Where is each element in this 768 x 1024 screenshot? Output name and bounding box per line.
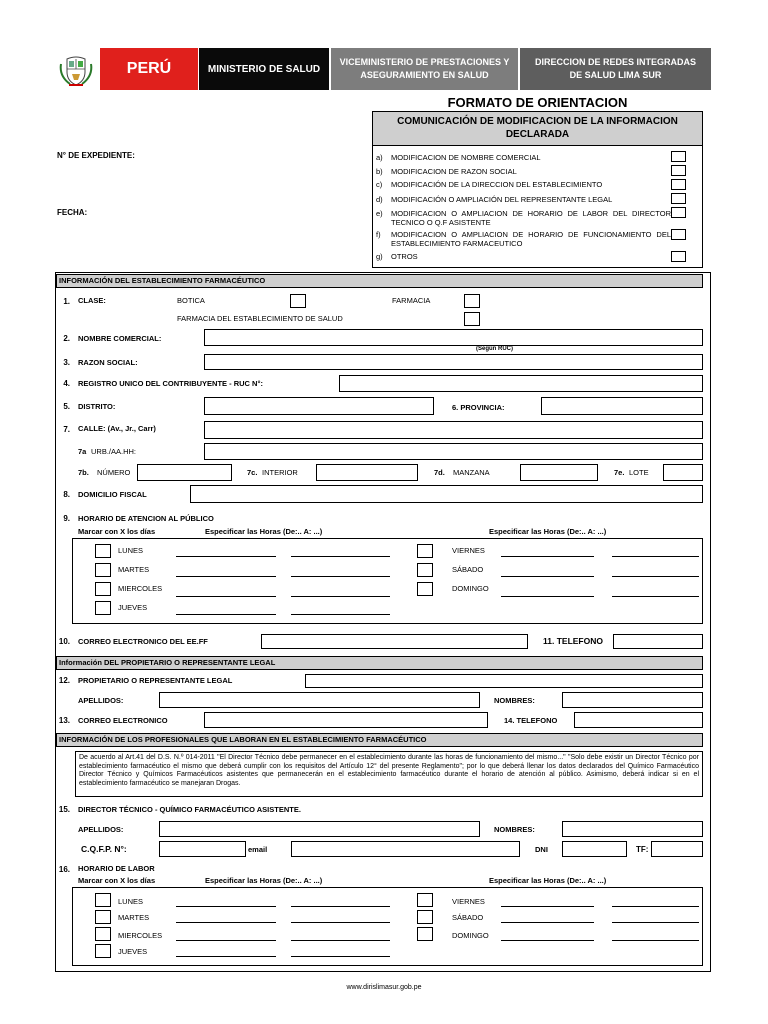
option-d-checkbox[interactable] (671, 193, 686, 204)
option-b-checkbox[interactable] (671, 165, 686, 176)
hour-line[interactable] (291, 922, 390, 923)
option-g (376, 252, 671, 261)
propietario-label: PROPIETARIO O REPRESENTANTE LEGAL (78, 676, 233, 685)
email-input[interactable] (291, 841, 520, 857)
telefono-input[interactable] (574, 712, 703, 728)
lote-input[interactable] (663, 464, 703, 481)
section-professionals-title: INFORMACIÓN DE LOS PROFESIONALES QUE LABORAN EN EL ESTABLECIMIENTO FARMACÉUTICO (56, 733, 703, 747)
schedule-box (72, 887, 703, 966)
interior-label: INTERIOR (262, 468, 298, 477)
option-letter: d) (376, 195, 383, 204)
marcar-dias-label: Marcar con X los días (78, 527, 156, 536)
day-label: MIERCOLES (118, 931, 163, 940)
item-number: 13. (58, 716, 70, 725)
email-label: email (248, 845, 268, 854)
domicilio-fiscal-input[interactable] (190, 485, 703, 503)
dni-label: DNI (535, 845, 548, 854)
day-label: VIERNES (452, 546, 485, 555)
correo-eeff-input[interactable] (261, 634, 528, 649)
hour-line[interactable] (291, 556, 390, 557)
segun-ruc-note: (Según RUC) (476, 346, 513, 352)
fecha-label: FECHA: (57, 208, 88, 217)
tf-label: TF: (636, 845, 649, 854)
option-e (376, 209, 671, 227)
item-number: 3. (63, 358, 70, 367)
numero-label: NÚMERO (97, 468, 131, 477)
hour-line[interactable] (501, 576, 594, 577)
provincia-label: 6. PROVINCIA: (452, 403, 505, 412)
martes-checkbox[interactable] (95, 910, 111, 924)
interior-input[interactable] (316, 464, 418, 481)
hour-line[interactable] (501, 940, 594, 941)
day-label: VIERNES (452, 897, 485, 906)
day-label: JUEVES (118, 603, 148, 612)
lunes-checkbox[interactable] (95, 544, 111, 558)
numero-number: 7b. (78, 468, 89, 477)
hour-line[interactable] (291, 614, 390, 615)
telefono-label: 14. TELEFONO (504, 716, 558, 725)
hour-line[interactable] (612, 940, 699, 941)
option-letter: f) (376, 230, 381, 239)
telefono-input[interactable] (613, 634, 703, 649)
section-owner-title: Información DEL PROPIETARIO O REPRESENTANTE LEGAL (56, 656, 703, 670)
especificar-horas-label: Especificar las Horas (De:.. A: ...) (205, 527, 323, 536)
botica-checkbox[interactable] (290, 294, 306, 308)
interior-number: 7c. (247, 468, 258, 477)
footer-url[interactable]: www.dirislimasur.gob.pe (346, 984, 422, 991)
item-number: 7. (63, 425, 70, 434)
item-number: 5. (63, 402, 70, 411)
calle-label: CALLE: (Av., Jr., Carr) (78, 424, 156, 433)
hour-line[interactable] (176, 956, 276, 957)
form-title: FORMATO DE ORIENTACION (447, 95, 628, 110)
hour-line[interactable] (176, 596, 276, 597)
lunes-checkbox[interactable] (95, 893, 111, 907)
option-g-checkbox[interactable] (671, 251, 686, 262)
option-a-checkbox[interactable] (671, 151, 686, 162)
manzana-input[interactable] (520, 464, 598, 481)
header-viceministry: VICEMINISTERIO DE PRESTACIONES Y ASEGURAMIENTO EN SALUD (331, 48, 518, 90)
communication-title: COMUNICACIÓN DE MODIFICACION DE LA INFORMACION DECLARADA (373, 112, 702, 146)
day-label: MIERCOLES (118, 584, 163, 593)
razon-social-label: RAZON SOCIAL: (78, 358, 138, 367)
hour-line[interactable] (176, 940, 276, 941)
horario-labor-label: HORARIO DE LABOR (78, 864, 155, 873)
viernes-checkbox[interactable] (417, 893, 433, 907)
sabado-checkbox[interactable] (417, 563, 433, 577)
header-direction: DIRECCION DE REDES INTEGRADAS DE SALUD LIMA SUR (520, 48, 711, 90)
tf-input[interactable] (651, 841, 703, 857)
manzana-number: 7d. (434, 468, 445, 477)
option-letter: e) (376, 209, 383, 218)
hour-line[interactable] (176, 576, 276, 577)
hour-line[interactable] (291, 956, 390, 957)
razon-social-input[interactable] (204, 354, 703, 370)
schedule-box (72, 538, 703, 624)
option-f (376, 230, 671, 248)
item-number: 16. (58, 865, 70, 874)
item-number: 10. (58, 637, 70, 646)
nombres-input[interactable] (562, 692, 703, 708)
jueves-checkbox[interactable] (95, 601, 111, 615)
apellidos-input[interactable] (159, 692, 480, 708)
farmacia-establecimiento-label: FARMACIA DEL ESTABLECIMIENTO DE SALUD (177, 314, 343, 323)
option-letter: a) (376, 153, 383, 162)
jueves-checkbox[interactable] (95, 944, 111, 958)
header-ministry: MINISTERIO DE SALUD (199, 48, 329, 90)
correo-input[interactable] (204, 712, 488, 728)
manzana-label: MANZANA (453, 468, 490, 477)
director-apellidos-input[interactable] (159, 821, 480, 837)
option-letter: g) (376, 252, 383, 261)
hour-line[interactable] (176, 556, 276, 557)
viernes-checkbox[interactable] (417, 544, 433, 558)
botica-label: BOTICA (177, 296, 205, 305)
hour-line[interactable] (291, 940, 390, 941)
option-text: MODIFICACION DE NOMBRE COMERCIAL (391, 153, 541, 162)
hour-line[interactable] (176, 906, 276, 907)
day-label: JUEVES (118, 947, 148, 956)
option-c (376, 180, 671, 189)
header-country: PERÚ (100, 48, 198, 90)
numero-input[interactable] (137, 464, 232, 481)
option-text: MODIFICACION O AMPLIACION DE HORARIO DE FUNCIONAMIENTO DEL ESTABLECIMIENTO FARMACEUTICO (391, 230, 671, 248)
director-nombres-input[interactable] (562, 821, 703, 837)
marcar-dias-label: Marcar con X los días (78, 876, 156, 885)
urb-input[interactable] (204, 443, 703, 460)
distrito-label: DISTRITO: (78, 402, 116, 411)
hour-line[interactable] (291, 596, 390, 597)
sabado-checkbox[interactable] (417, 910, 433, 924)
item-number: 9. (63, 514, 70, 523)
item-number: 8. (63, 490, 70, 499)
domicilio-fiscal-label: DOMICILIO FISCAL (78, 490, 147, 499)
correo-eeff-label: CORREO ELECTRONICO DEL EE.FF (78, 637, 208, 646)
expediente-label: N° DE EXPEDIENTE: (57, 151, 135, 160)
day-label: MARTES (118, 913, 150, 922)
lote-number: 7e. (614, 468, 625, 477)
day-label: MARTES (118, 565, 150, 574)
option-c-checkbox[interactable] (671, 179, 686, 190)
distrito-input[interactable] (204, 397, 434, 415)
option-b (376, 167, 671, 176)
ruc-input[interactable] (339, 375, 703, 392)
option-text: MODIFICACION O AMPLIACION DE HORARIO DE LABOR DEL DIRECTOR TECNICO O Q.F ASISTENTE (391, 209, 671, 227)
option-text: OTROS (391, 252, 418, 261)
urb-number: 7a (78, 447, 87, 456)
legal-note: De acuerdo al Art.41 del D.S. N.º 014-2011 "El Director Técnico debe permanecer en el establecimiento durante las horas de funcionamiento del mismo..." "Solo debe existir un Director Técnico por establecimiento farmacéutico el mismo que deberá cumplir con los requisitos del Artículo 12° del presente Reglamento"; por lo que deberá llenar los datos declarados del Químico Farmacéutico Director Técnico y Químicos Farmacéuticos asistentes que permanecerán en el establecimiento farmacéutico durante el horario de atención al público. Asimismo, deberá indicar si en el establecimiento farmacéutico se manejaran Drogas. (75, 751, 703, 797)
hour-line[interactable] (501, 922, 594, 923)
nombre-comercial-input[interactable] (204, 329, 703, 346)
domingo-checkbox[interactable] (417, 927, 433, 941)
day-label: DOMINGO (452, 584, 489, 593)
miercoles-checkbox[interactable] (95, 927, 111, 941)
propietario-input[interactable] (305, 674, 703, 688)
hour-line[interactable] (291, 906, 390, 907)
hour-line[interactable] (501, 906, 594, 907)
day-label: LUNES (118, 546, 144, 555)
calle-input[interactable] (204, 421, 703, 439)
lote-label: LOTE (629, 468, 649, 477)
option-a (376, 153, 671, 162)
hour-line[interactable] (612, 576, 699, 577)
especificar-horas-label: Especificar las Horas (De:.. A: ...) (489, 876, 607, 885)
clase-label: CLASE: (78, 296, 106, 305)
hour-line[interactable] (501, 596, 594, 597)
especificar-horas-label: Especificar las Horas (De:.. A: ...) (489, 527, 607, 536)
hour-line[interactable] (612, 906, 699, 907)
farmacia-checkbox[interactable] (464, 294, 480, 308)
miercoles-checkbox[interactable] (95, 582, 111, 596)
hour-line[interactable] (612, 556, 699, 557)
hour-line[interactable] (291, 576, 390, 577)
nombre-comercial-label: NOMBRE COMERCIAL: (78, 334, 162, 343)
section-establishment-title: INFORMACIÓN DEL ESTABLECIMIENTO FARMACÉUTICO (56, 274, 703, 288)
option-letter: b) (376, 167, 383, 176)
telefono-label: 11. TELEFONO (543, 636, 603, 646)
option-letter: c) (376, 180, 383, 189)
item-number: 1. (63, 297, 70, 306)
apellidos-label: APELLIDOS: (78, 825, 124, 834)
item-number: 2. (63, 334, 70, 343)
martes-checkbox[interactable] (95, 563, 111, 577)
hour-line[interactable] (612, 922, 699, 923)
horario-atencion-label: HORARIO DE ATENCION AL PÚBLICO (78, 514, 214, 523)
farmacia-label: FARMACIA (392, 296, 431, 305)
hour-line[interactable] (612, 596, 699, 597)
option-text: MODIFICACION DE RAZON SOCIAL (391, 167, 517, 176)
apellidos-label: APELLIDOS: (78, 696, 124, 705)
hour-line[interactable] (176, 922, 276, 923)
item-number: 4. (63, 379, 70, 388)
farmacia-establecimiento-checkbox[interactable] (464, 312, 480, 326)
nombres-label: NOMBRES: (494, 696, 535, 705)
item-number: 12. (58, 676, 70, 685)
hour-line[interactable] (501, 556, 594, 557)
day-label: SÁBADO (452, 565, 484, 574)
domingo-checkbox[interactable] (417, 582, 433, 596)
dni-input[interactable] (562, 841, 627, 857)
ruc-label: REGISTRO UNICO DEL CONTRIBUYENTE - RUC N°: (78, 379, 263, 388)
option-e-checkbox[interactable] (671, 207, 686, 218)
correo-label: CORREO ELECTRONICO (78, 716, 168, 725)
day-label: DOMINGO (452, 931, 489, 940)
especificar-horas-label: Especificar las Horas (De:.. A: ...) (205, 876, 323, 885)
peru-coat-of-arms-icon (58, 52, 94, 88)
cqfp-input[interactable] (159, 841, 246, 857)
hour-line[interactable] (176, 614, 276, 615)
day-label: SÁBADO (452, 913, 484, 922)
item-number: 15. (58, 805, 70, 814)
option-text: MODIFICACIÓN DE LA DIRECCION DEL ESTABLECIMIENTO (391, 180, 603, 189)
nombres-label: NOMBRES: (494, 825, 535, 834)
option-f-checkbox[interactable] (671, 229, 686, 240)
day-label: LUNES (118, 897, 144, 906)
cqfp-label: C.Q.F.P. N°: (81, 844, 127, 854)
urb-label: URB./AA.HH: (91, 447, 137, 456)
director-label: DIRECTOR TÉCNICO - QUÍMICO FARMACÉUTICO ASISTENTE. (78, 805, 301, 814)
option-text: MODIFICACIÓN O AMPLIACIÓN DEL REPRESENTANTE LEGAL (391, 195, 613, 204)
communication-box (372, 111, 703, 268)
option-d (376, 195, 671, 204)
provincia-input[interactable] (541, 397, 703, 415)
